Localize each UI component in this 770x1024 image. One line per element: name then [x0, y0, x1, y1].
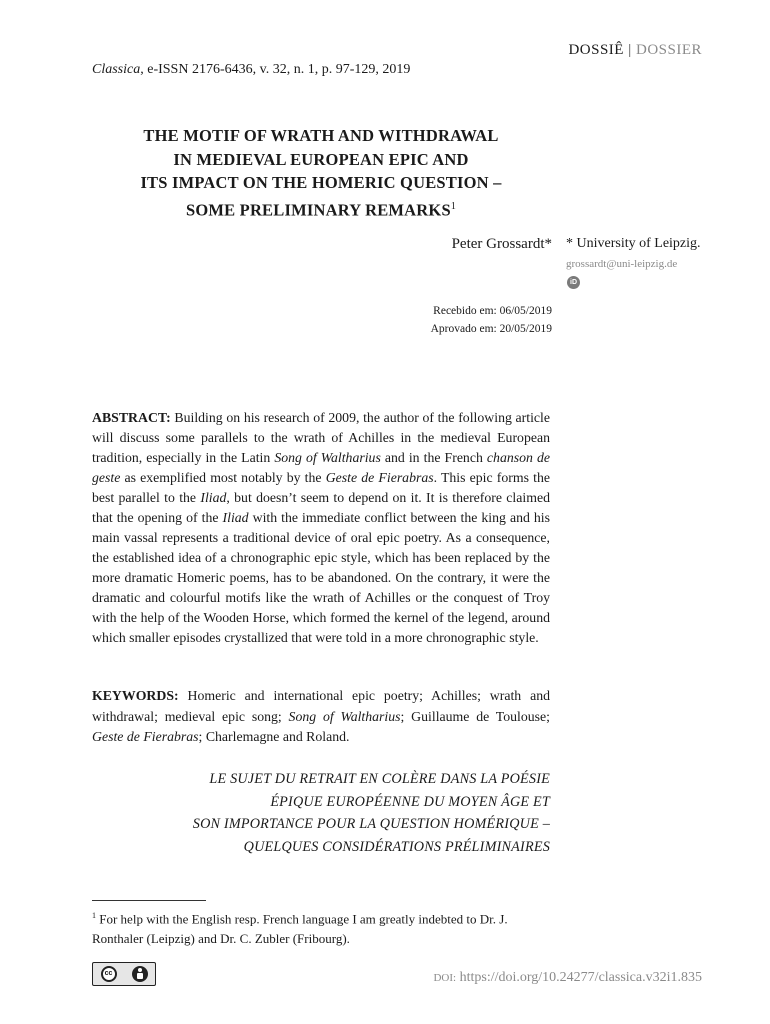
- abstract-text: , but doesn’t seem to depend on it. It is therefore claimed that the opening of the: [92, 490, 550, 525]
- received-date: Recebido em: 06/05/2019: [433, 305, 552, 317]
- french-title-line: ÉPIQUE EUROPÉENNE DU MOYEN ÂGE ET: [270, 793, 550, 810]
- abstract-text: as exemplified most notably by the: [120, 470, 326, 485]
- doi-link[interactable]: [433, 970, 702, 986]
- section-separator: |: [628, 42, 632, 58]
- cc-by-license-badge[interactable]: [92, 962, 156, 986]
- abstract-text: and in the French: [380, 450, 487, 465]
- keywords-italic: Geste de Fierabras: [92, 729, 199, 744]
- abstract-text: . This epic forms the best parallel to the: [92, 470, 550, 505]
- french-title: [92, 768, 550, 858]
- abstract-text: Building on his research of 2009, the author of the following article will discuss some parallels to the wrath of Achilles in the medieval European tradition, especially in the Latin: [92, 410, 550, 465]
- keywords-label: KEYWORDS:: [92, 688, 179, 703]
- doi-url: https://doi.org/10.24277/classica.v32i1.835: [456, 970, 702, 985]
- abstract-italic: Iliad: [222, 510, 249, 525]
- footnote: [92, 906, 550, 949]
- journal-name: Classica: [92, 62, 141, 77]
- keywords-italic: Song of Waltharius: [288, 708, 401, 724]
- section-label-en: DOSSIER: [635, 42, 702, 58]
- french-title-line: LE SUJET DU RETRAIT EN COLÈRE DANS LA POÉSIE: [209, 771, 550, 787]
- footnote-text: For help with the English resp. French language I am greatly indebted to Dr. J. Ronthaler (Leipzig) and Dr. C. Zubler (Fribourg).: [92, 911, 508, 947]
- title-line: THE MOTIF OF WRATH AND WITHDRAWAL: [143, 126, 499, 145]
- abstract-label: ABSTRACT:: [92, 410, 171, 425]
- keywords-text: ; Charlemagne and Roland.: [198, 729, 350, 744]
- abstract-italic: chanson de geste: [92, 450, 550, 485]
- french-title-line: QUELQUES CONSIDÉRATIONS PRÉLIMINAIRES: [243, 838, 550, 855]
- title-footnote-mark[interactable]: 1: [450, 200, 457, 212]
- orcid-icon[interactable]: iD: [567, 276, 580, 289]
- abstract-italic: Iliad: [200, 490, 227, 505]
- french-title-line: SON IMPORTANCE POUR LA QUESTION HOMÉRIQUE –: [192, 816, 550, 832]
- keywords-text: Homeric and international epic poetry; Achilles; wrath and withdrawal; medieval epic song;: [92, 688, 550, 724]
- section-label: [568, 42, 702, 59]
- author-email-link[interactable]: grossardt@uni-leipzig.de: [566, 258, 678, 270]
- submission-dates: [431, 302, 552, 338]
- approved-date: Aprovado em: 20/05/2019: [430, 323, 552, 335]
- keywords-text: ; Guillaume de Toulouse;: [400, 708, 550, 724]
- title-line-text: SOME PRELIMINARY REMARKS: [185, 200, 451, 219]
- author-affiliation: * University of Leipzig.: [566, 236, 701, 251]
- journal-info: , e-ISSN 2176-6436, v. 32, n. 1, p. 97-129, 2019: [140, 62, 411, 77]
- author-name: Peter Grossardt*: [451, 236, 552, 252]
- doi-prefix: DOI:: [433, 972, 457, 984]
- title-line: ITS IMPACT ON THE HOMERIC QUESTION –: [140, 173, 502, 192]
- footnote-divider: [92, 900, 206, 901]
- keywords: [92, 686, 550, 748]
- title-line: [92, 195, 550, 222]
- abstract: [92, 408, 550, 648]
- cc-icon: cc: [101, 966, 117, 982]
- title-line: IN MEDIEVAL EUROPEAN EPIC AND: [173, 149, 469, 169]
- footnote-mark: 1: [92, 911, 96, 920]
- abstract-text: with the immediate conflict between the king and his main vassal represents a traditional device of oral epic poetry. As a consequence, the established idea of a chronographic epic style, which has been replaced by the more dramatic Homeric poems, has to be abandoned. On the contrary, it were the dramatic and colourful motifs like the wrath of Achilles or the conquest of Troy with the help of the Wooden Horse, which formed the kernel of the legend, around which smaller episodes crystallized that were told in a more chronographic style.: [92, 510, 550, 645]
- abstract-italic: Song of Waltharius: [274, 450, 381, 465]
- section-label-pt: DOSSIÊ: [568, 42, 624, 58]
- article-title: [92, 124, 550, 222]
- abstract-italic: Geste de Fierabras: [325, 470, 434, 485]
- attribution-icon: [132, 966, 148, 982]
- journal-citation: [92, 62, 410, 78]
